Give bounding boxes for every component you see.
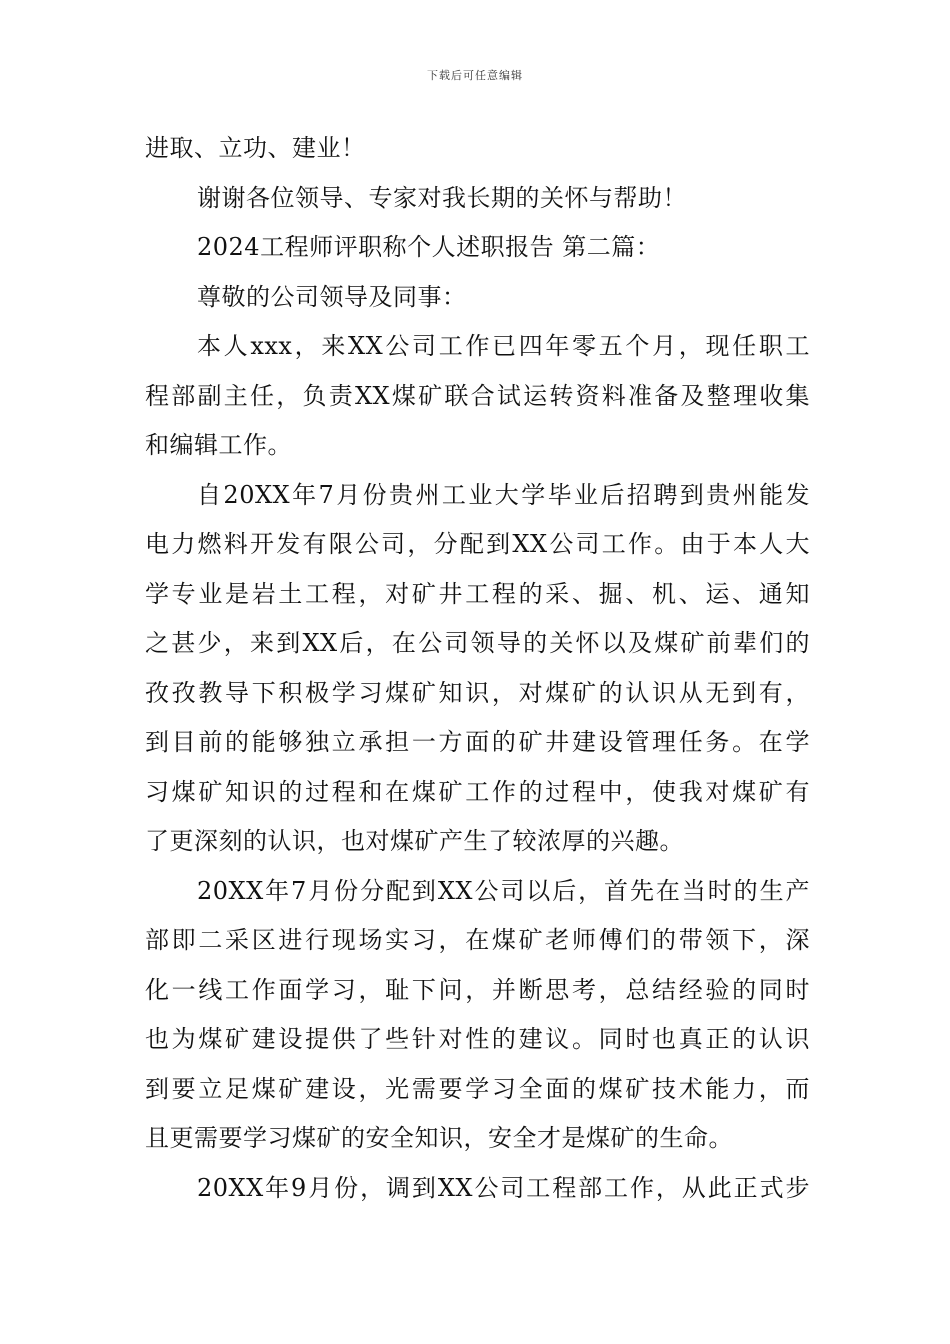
text-line: 习煤矿知识的过程和在煤矿工作的过程中，使我对煤矿有 (145, 777, 810, 806)
text-line: 谢谢各位领导、专家对我长期的关怀与帮助！ (197, 183, 687, 212)
text-line: 到目前的能够独立承担一方面的矿井建设管理任务。在学 (145, 728, 810, 756)
text-line: 了更深刻的认识，也对煤矿产生了较浓厚的兴趣。 (145, 827, 684, 855)
text-line: 自20XX年7月份贵州工业大学毕业后招聘到贵州能发 (197, 480, 810, 509)
text-line: 学专业是岩土工程，对矿井工程的采、掘、机、运、通知 (145, 579, 810, 608)
text-line: 到要立足煤矿建设，光需要学习全面的煤矿技术能力，而 (145, 1074, 810, 1103)
text-line: 部即二采区进行现场实习，在煤矿老师傅们的带领下，深 (145, 926, 810, 954)
text-line: 和编辑工作。 (145, 431, 292, 459)
text-line: 且更需要学习煤矿的安全知识，安全才是煤矿的生命。 (145, 1124, 733, 1152)
text-line: 电力燃料开发有限公司，分配到XX公司工作。由于本人大 (145, 530, 810, 558)
text-line: 本人xxx，来XX公司工作已四年零五个月，现任职工 (197, 332, 810, 360)
text-line: 孜孜教导下积极学习煤矿知识，对煤矿的认识从无到有， (145, 678, 810, 707)
text-line: 也为煤矿建设提供了些针对性的建议。同时也真正的认识 (145, 1025, 810, 1053)
text-line: 进取、立功、建业！ (145, 134, 366, 162)
text-line: 化一线工作面学习，耻下问，并断思考，总结经验的同时 (145, 975, 810, 1004)
text-line: 2024工程师评职称个人述职报告 第二篇： (197, 233, 661, 261)
document-body (145, 124, 810, 1213)
text-line: 程部副主任，负责XX煤矿联合试运转资料准备及整理收集 (145, 381, 810, 410)
text-line: 尊敬的公司领导及同事： (197, 282, 467, 311)
text-line: 20XX年7月份分配到XX公司以后，首先在当时的生产 (197, 876, 810, 905)
text-line: 之甚少，来到XX后，在公司领导的关怀以及煤矿前辈们的 (145, 629, 810, 657)
header-note: 下载后可任意编辑 (427, 69, 523, 82)
text-line: 20XX年9月份，调到XX公司工程部工作，从此正式步 (197, 1173, 810, 1202)
